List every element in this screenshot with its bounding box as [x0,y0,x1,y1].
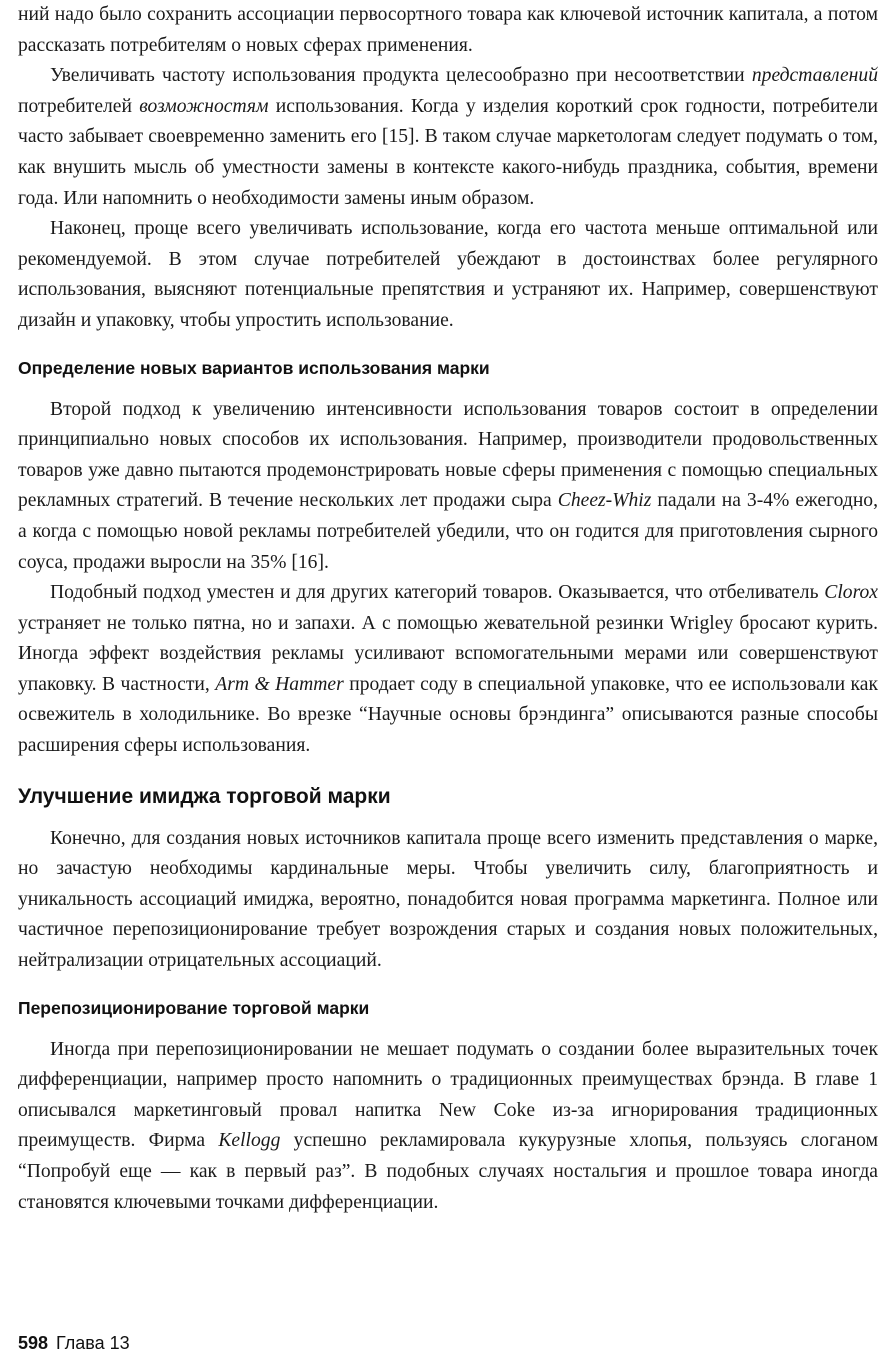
text-run: падали на 3-4% ежегодно, а когда с помощью новой рекламы потребителей убедили, что он годится для приготовления сырного соуса, продажи выросли на 35% [16]. [18,490,878,573]
emphasis-text: Cheez-Whiz [557,490,652,512]
emphasis-text: Arm & Hammer [215,673,344,695]
paragraph-usage-frequency [18,61,878,214]
paragraph-new-uses [18,395,878,579]
text-run: Иногда при перепозиционировании не мешает подумать о создании более выразительных точек дифференциации, например просто напомнить о традиционных преимуществах брэнда. В главе 1 описывался маркетинговый провал напитка New Coke из-за игнорирования традиционных преимуществ. Фирма [18,1038,878,1152]
emphasis-text: представлений [751,65,878,87]
text-run: потребителей [18,95,140,117]
text-run: устраняет не только пятна, но и запахи. А с помощью жевательной резинки Wrigley бросают курить. Иногда эффект воздействия рекламы усиливают вспомогательными мерами или совершенствуют упаковку. В частности, [18,612,878,695]
subheading-repositioning: Перепозиционирование торговой марки [18,997,370,1018]
chapter-label: Глава 13 [56,1333,130,1353]
page-number: 598 [18,1333,49,1353]
page-footer [18,1333,130,1354]
emphasis-text: Clorox [824,582,878,604]
paragraph-repositioning [18,1035,878,1219]
paragraph-other-categories [18,578,878,762]
text-run: использования. Когда у изделия короткий срок годности, потребители часто забывает своевременно заменить его [15]. В таком случае маркетологам следует подумать о том, как внушить мысль об уместности замены в контексте какого-нибудь праздника, события, времени года. Или напомнить о необходимости замены иным образом. [18,95,878,209]
text-run: продает соду в специальной упаковке, что ее использовали как освежитель в холодильнике. Во врезке “Научные основы брэндинга” описываются разные способы расширения сферы использования. [18,673,878,757]
page-body [18,0,878,1218]
text-run: Второй подход к увеличению интенсивности использования товаров состоит в определении принципиально новых способов их использования. Например, производители продовольственных товаров уже давно пытаются продемонстрировать новые сферы применения с помощью специальных рекламных стратегий. В течение нескольких лет продажи сыра [18,398,878,512]
emphasis-text: возможностям [139,95,269,117]
text-run: Подобный подход уместен и для других категорий товаров. Оказывается, что отбеливатель [50,582,825,604]
text-run: Увеличивать частоту использования продукта целесообразно при несоответствии [50,65,752,87]
text-run: успешно рекламировала кукурузные хлопья, пользуясь слоганом “Попробуй еще — как в первый раз”. В подобных случаях ностальгия и прошлое товара иногда становятся ключевыми точками дифференциации. [18,1130,878,1213]
section-heading-brand-image: Улучшение имиджа торговой марки [18,784,391,808]
emphasis-text: Kellogg [218,1130,281,1152]
paragraph-optimal-usage: Наконец, проще всего увеличивать использование, когда его частота меньше оптимальной или рекомендуемой. В этом случае потребителей убеждают в достоинствах более регулярного использования, выясняют потенциальные препятствия и устраняют их. Например, совершенствуют дизайн и упаковку, чтобы упростить использование. [18,218,878,331]
subheading-new-uses: Определение новых вариантов использования марки [18,357,490,378]
paragraph-continuation: ний надо было сохранить ассоциации первосортного товара как ключевой источник капитала, а потом рассказать потребителям о новых сферах применения. [18,4,878,56]
paragraph-brand-image: Конечно, для создания новых источников капитала проще всего изменить представления о марке, но зачастую необходимы кардинальные меры. Чтобы увеличить силу, благоприятность и уникальность ассоциаций имиджа, вероятно, понадобится новая программа маркетинга. Полное или частичное перепозиционирование требует возрождения старых и создания новых положительных, нейтрализации отрицательных ассоциаций. [18,827,878,972]
